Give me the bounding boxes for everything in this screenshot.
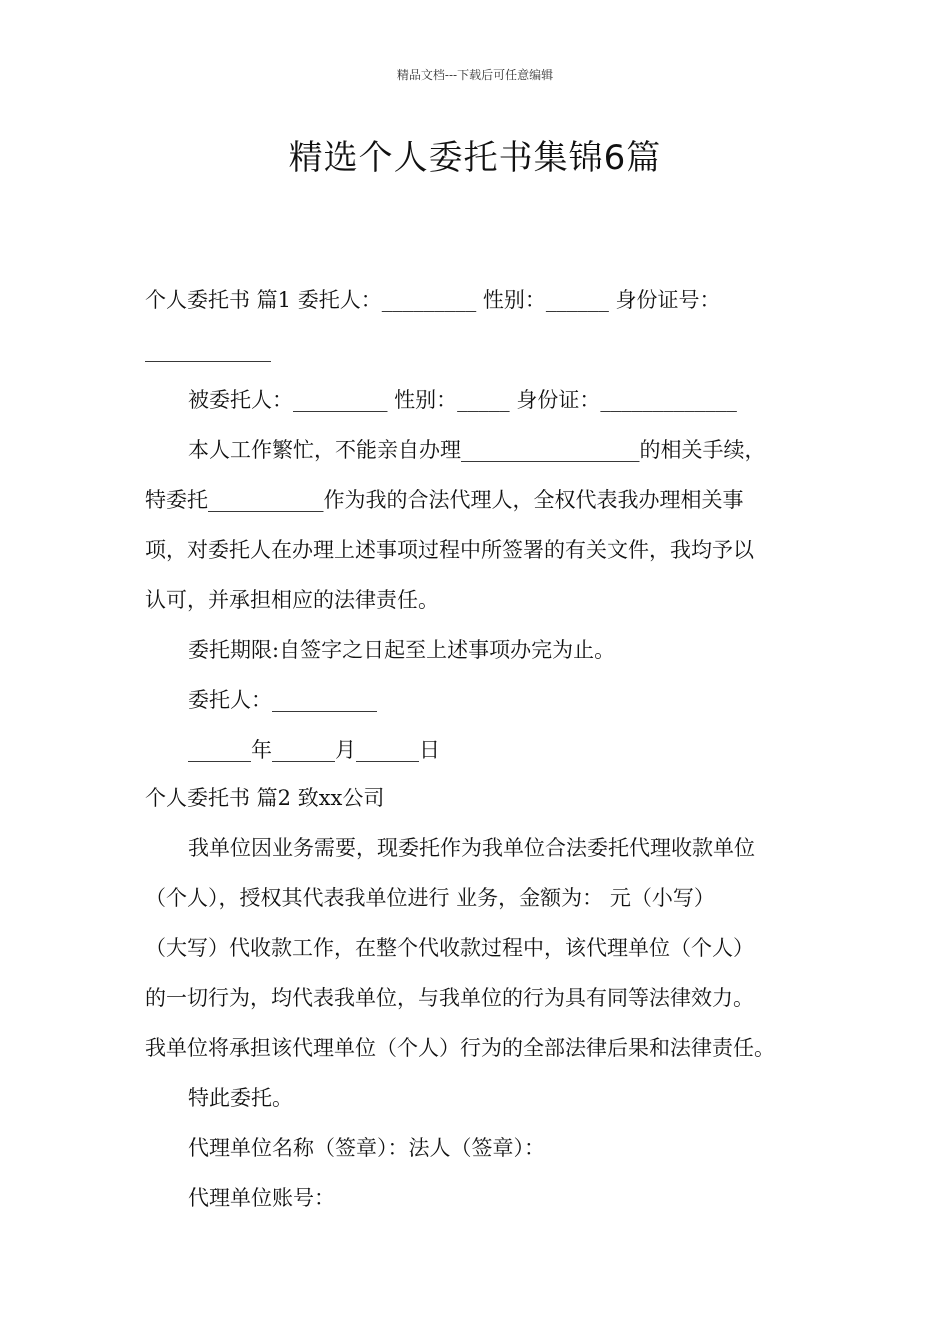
document-title: 精选个人委托书集锦6篇 — [288, 138, 662, 178]
text-line: 特委托___________作为我的合法代理人，全权代表我办理相关事 — [145, 488, 744, 512]
text-line: 本人工作繁忙，不能亲自办理_________________的相关手续， — [188, 438, 766, 462]
text-line: 被委托人：_________ 性别：_____ 身份证：_____________ — [188, 388, 737, 412]
text-line: 代理单位名称（签章）：法人（签章）： — [188, 1136, 545, 1160]
header-note: 精品文档---下载后可任意编辑 — [396, 68, 554, 82]
text-line: （大写）代收款工作，在整个代收款过程中，该代理单位（个人） — [145, 936, 754, 960]
text-line: 个人委托书 篇2 致xx公司 — [145, 786, 385, 810]
text-line: 的一切行为，均代表我单位，与我单位的行为具有同等法律效力。 — [145, 986, 754, 1010]
text-line: 项，对委托人在办理上述事项过程中所签署的有关文件，我均予以 — [145, 538, 754, 562]
text-line: 我单位因业务需要，现委托作为我单位合法委托代理收款单位 — [188, 836, 755, 860]
text-line: ______年______月______日 — [188, 738, 440, 762]
text-line: 委托人：__________ — [188, 688, 377, 712]
text-line: 个人委托书 篇1 委托人：_________ 性别：______ 身份证号： — [145, 288, 721, 312]
text-line: 认可，并承担相应的法律责任。 — [145, 588, 439, 612]
text-line: 我单位将承担该代理单位（个人）行为的全部法律后果和法律责任。 — [145, 1036, 775, 1060]
text-line: 代理单位账号： — [188, 1186, 335, 1210]
text-line: ____________ — [145, 338, 271, 362]
text-line: 委托期限:自签字之日起至上述事项办完为止。 — [188, 638, 616, 662]
text-line: 特此委托。 — [188, 1086, 293, 1110]
text-line: （个人），授权其代表我单位进行 业务，金额为： 元（小写） — [145, 886, 715, 910]
